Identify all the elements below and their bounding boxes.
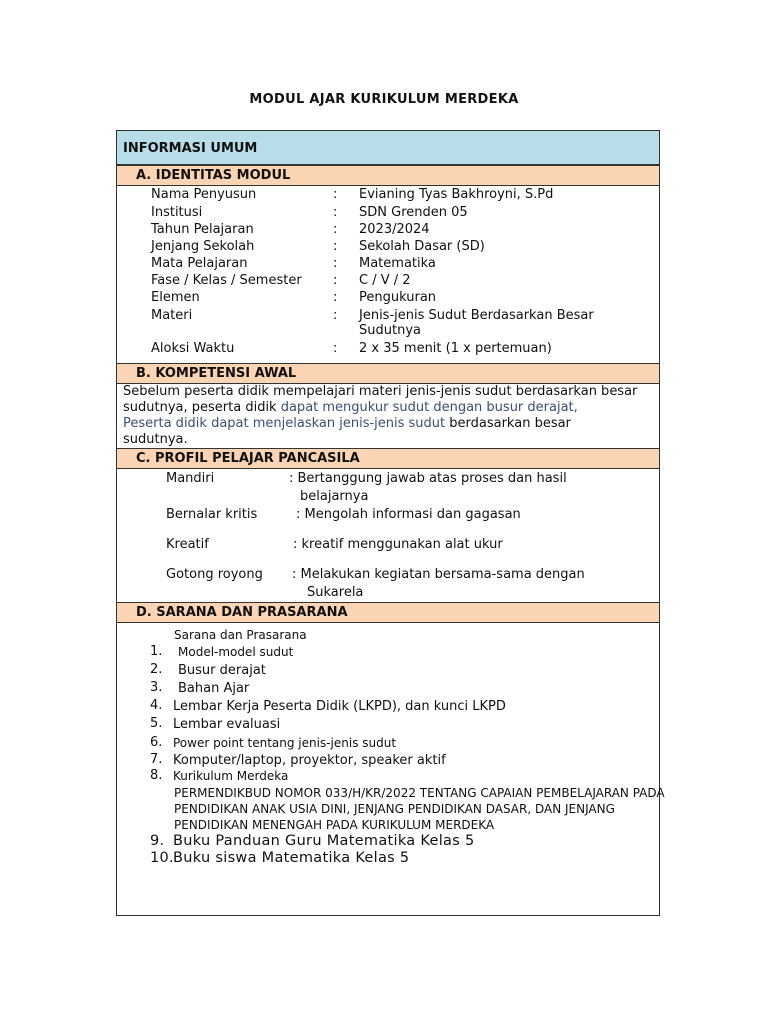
- colon: :: [333, 187, 338, 202]
- kompetensi-line-2b: dapat mengukur sudut dengan busur derajat,: [280, 400, 578, 415]
- profil-value-bernalar-kritis-text: Mengolah informasi dan gagasan: [304, 507, 521, 522]
- colon: :: [296, 507, 305, 522]
- list-number: 4.: [150, 698, 163, 713]
- profil-value-gotong-royong: [292, 566, 585, 583]
- informasi-umum-header: INFORMASI UMUM: [116, 130, 660, 165]
- list-number: 2.: [150, 662, 163, 677]
- colon: :: [333, 308, 338, 323]
- permendikbud-line-3: PENDIDIKAN MENENGAH PADA KURIKULUM MERDEKA: [174, 818, 495, 832]
- profil-label-bernalar-kritis: Bernalar kritis: [166, 507, 258, 522]
- profil-value-mandiri-cont: belajarnya: [300, 489, 369, 504]
- label-jenjang-sekolah: Jenjang Sekolah: [151, 239, 255, 254]
- colon: :: [333, 290, 338, 305]
- kompetensi-awal-text: [123, 384, 653, 448]
- label-mata-pelajaran: Mata Pelajaran: [151, 256, 248, 271]
- list-item: Busur derajat: [178, 663, 266, 678]
- kompetensi-line-2: [123, 400, 653, 416]
- list-number: 8.: [150, 768, 163, 783]
- section-c-header: C. PROFIL PELAJAR PANCASILA: [116, 448, 660, 469]
- profil-value-mandiri: [289, 470, 567, 487]
- colon: :: [292, 567, 301, 582]
- colon: :: [333, 205, 338, 220]
- colon: :: [333, 239, 338, 254]
- kompetensi-line-1: Sebelum peserta didik mempelajari materi jenis-jenis sudut berdasarkan besar: [123, 384, 638, 399]
- section-d-header: D. SARANA DAN PRASARANA: [116, 602, 660, 623]
- profil-value-bernalar-kritis: [296, 506, 521, 523]
- profil-value-kreatif: [293, 536, 503, 553]
- list-number: 6.: [150, 735, 163, 750]
- profil-label-kreatif: Kreatif: [166, 537, 209, 552]
- profil-value-gotong-royong-text: Melakukan kegiatan bersama-sama dengan: [300, 567, 585, 582]
- label-elemen: Elemen: [151, 290, 200, 305]
- kompetensi-line-4: sudutnya.: [123, 432, 188, 447]
- label-institusi: Institusi: [151, 205, 203, 220]
- value-elemen: Pengukuran: [359, 290, 437, 305]
- list-item: Komputer/laptop, proyektor, speaker aktif: [173, 753, 446, 768]
- value-tahun-pelajaran: 2023/2024: [359, 222, 430, 237]
- colon: :: [333, 222, 338, 237]
- section-a-header: A. IDENTITAS MODUL: [116, 165, 660, 186]
- profil-label-gotong-royong: Gotong royong: [166, 567, 263, 582]
- colon: :: [333, 256, 338, 271]
- profil-value-kreatif-text: kreatif menggunakan alat ukur: [301, 537, 503, 552]
- document-title: MODUL AJAR KURIKULUM MERDEKA: [249, 92, 519, 107]
- list-number: 3.: [150, 680, 163, 695]
- list-item: Buku siswa Matematika Kelas 5: [173, 850, 410, 866]
- label-fase-kelas-semester: Fase / Kelas / Semester: [151, 273, 302, 288]
- list-number: 9.: [150, 833, 165, 849]
- label-materi: Materi: [151, 308, 193, 323]
- value-institusi: SDN Grenden 05: [359, 205, 468, 220]
- profil-value-gotong-royong-cont: Sukarela: [307, 585, 364, 600]
- kompetensi-line-3b: berdasarkan besar: [449, 416, 571, 431]
- section-b-header: B. KOMPETENSI AWAL: [116, 363, 660, 384]
- value-mata-pelajaran: Matematika: [359, 256, 436, 271]
- list-item: Buku Panduan Guru Matematika Kelas 5: [173, 833, 475, 849]
- kompetensi-line-3a: Peserta didik dapat menjelaskan jenis-jenis sudut: [123, 416, 450, 431]
- value-materi: Jenis-jenis Sudut Berdasarkan Besar: [359, 308, 594, 323]
- list-number: 1.: [150, 644, 163, 659]
- profil-value-mandiri-text: Bertanggung jawab atas proses dan hasil: [297, 471, 567, 486]
- kompetensi-line-3: [123, 416, 653, 432]
- label-nama-penyusun: Nama Penyusun: [151, 187, 257, 202]
- label-alokasi-waktu: Aloksi Waktu: [151, 341, 235, 356]
- profil-label-mandiri: Mandiri: [166, 471, 215, 486]
- colon: :: [289, 471, 298, 486]
- colon: :: [293, 537, 302, 552]
- value-alokasi-waktu: 2 x 35 menit (1 x pertemuan): [359, 341, 552, 356]
- list-item: Power point tentang jenis-jenis sudut: [173, 736, 397, 750]
- value-fase-kelas-semester: C / V / 2: [359, 273, 411, 288]
- list-item: Lembar Kerja Peserta Didik (LKPD), dan kunci LKPD: [173, 699, 506, 714]
- value-materi-cont: Sudutnya: [359, 323, 421, 338]
- list-number: 5.: [150, 716, 163, 731]
- colon: :: [333, 341, 338, 356]
- value-jenjang-sekolah: Sekolah Dasar (SD): [359, 239, 485, 254]
- colon: :: [333, 273, 338, 288]
- list-item: Bahan Ajar: [178, 681, 250, 696]
- list-item: Lembar evaluasi: [173, 717, 281, 732]
- permendikbud-line-1: PERMENDIKBUD NOMOR 033/H/KR/2022 TENTANG CAPAIAN PEMBELAJARAN PADA: [174, 786, 665, 800]
- list-item: Kurikulum Merdeka: [173, 769, 289, 783]
- permendikbud-line-2: PENDIDIKAN ANAK USIA DINI, JENJANG PENDIDIKAN DASAR, DAN JENJANG: [174, 802, 615, 816]
- sarana-heading: Sarana dan Prasarana: [174, 628, 307, 642]
- list-number: 10.: [150, 850, 174, 866]
- label-tahun-pelajaran: Tahun Pelajaran: [151, 222, 254, 237]
- list-number: 7.: [150, 752, 163, 767]
- value-nama-penyusun: Evianing Tyas Bakhroyni, S.Pd: [359, 187, 554, 202]
- list-item: Model-model sudut: [178, 645, 294, 659]
- kompetensi-line-2a: sudutnya, peserta didik: [123, 400, 281, 415]
